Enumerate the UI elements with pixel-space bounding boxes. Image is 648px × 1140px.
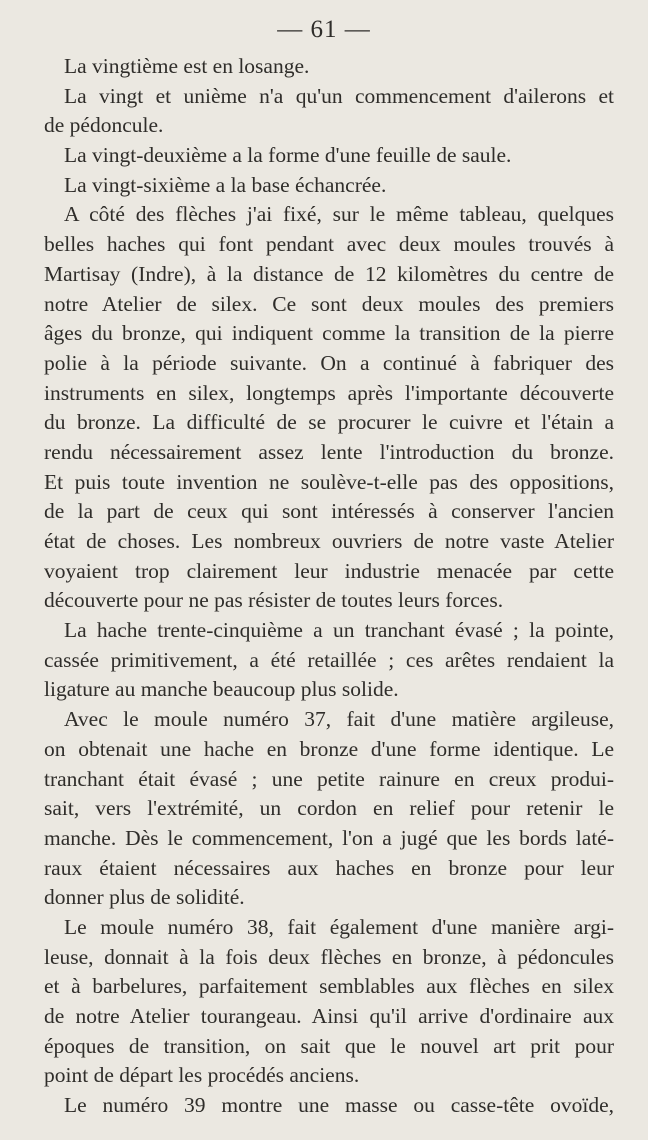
paragraph	[44, 705, 614, 913]
paragraph	[44, 52, 614, 82]
text-line: Et puis toute invention ne soulève-t-elle pas des oppositions,	[44, 469, 614, 494]
text-line: de la part de ceux qui sont intéressés à conserver l'ancien	[44, 499, 614, 524]
text-line: état de choses. Les nombreux ouvriers de notre vaste Atelier	[44, 529, 614, 553]
text-line: La hache trente-cinquième a un tranchant évasé ; la pointe,	[64, 618, 614, 643]
paragraph	[44, 141, 614, 171]
text-line: donner plus de solidité.	[44, 885, 245, 910]
text-line: La vingt-sixième a la base échancrée.	[64, 172, 387, 197]
text-line: époques de transition, on sait que le nouvel art prit pour	[44, 1033, 614, 1058]
paragraph	[44, 913, 614, 1091]
text-line: sait, vers l'extrémité, un cordon en relief pour retenir le	[44, 796, 614, 821]
paragraph	[44, 1091, 614, 1121]
paragraph	[44, 616, 614, 705]
text-line: de pédoncule.	[44, 113, 164, 138]
text-line: découverte pour ne pas résister de toutes leurs forces.	[44, 588, 504, 613]
text-line: A côté des flèches j'ai fixé, sur le même tableau, quelques	[64, 202, 614, 227]
text-line: La vingtième est en losange.	[64, 54, 310, 78]
text-line: on obtenait une hache en bronze d'une forme identique. Le	[44, 736, 614, 761]
text-line: cassée primitivement, a été retaillée ; ces arêtes rendaient la	[44, 647, 614, 672]
text-line: manche. Dès le commencement, l'on a jugé que les bords laté-	[44, 825, 614, 850]
text-line: point de départ les procédés anciens.	[44, 1063, 360, 1088]
text-line: La vingt et unième n'a qu'un commencement d'ailerons et	[64, 83, 614, 108]
text-line: et à barbelures, parfaitement semblables aux flèches en silex	[44, 974, 614, 999]
text-line: Avec le moule numéro 37, fait d'une matière argileuse,	[64, 707, 614, 732]
text-line: de notre Atelier tourangeau. Ainsi qu'il arrive d'ordinaire aux	[44, 1004, 614, 1028]
paragraph	[44, 171, 614, 201]
text-line: ligature au manche beaucoup plus solide.	[44, 677, 399, 702]
text-line: tranchant était évasé ; une petite rainure en creux produi-	[44, 766, 614, 791]
paragraph	[44, 200, 614, 616]
text-line: instruments en silex, longtemps après l'importante découverte	[44, 380, 614, 405]
paragraph	[44, 82, 614, 141]
text-line: âges du bronze, qui indiquent comme la transition de la pierre	[44, 321, 614, 346]
text-line: polie à la période suivante. On a continué à fabriquer des	[44, 350, 614, 375]
text-line: Le numéro 39 montre une masse ou casse-tête ovoïde,	[64, 1093, 614, 1118]
text-line: raux étaient nécessaires aux haches en bronze pour leur	[44, 855, 614, 880]
text-line: Martisay (Indre), à la distance de 12 kilomètres du centre de	[44, 261, 614, 286]
text-line: leuse, donnait à la fois deux flèches en bronze, à pédoncules	[44, 944, 614, 969]
text-line: La vingt-deuxième a la forme d'une feuille de saule.	[64, 143, 512, 168]
text-line: Le moule numéro 38, fait également d'une manière argi-	[64, 914, 614, 939]
text-line: belles haches qui font pendant avec deux moules trouvés à	[44, 232, 614, 257]
text-line: rendu nécessairement assez lente l'introduction du bronze.	[44, 439, 614, 464]
text-line: notre Atelier de silex. Ce sont deux moules des premiers	[44, 291, 614, 316]
text-line: du bronze. La difficulté de se procurer le cuivre et l'étain a	[44, 410, 614, 435]
page-body	[44, 52, 614, 1121]
text-line: voyaient trop clairement leur industrie menacée par cette	[44, 558, 614, 583]
page-number: — 61 —	[277, 16, 371, 43]
